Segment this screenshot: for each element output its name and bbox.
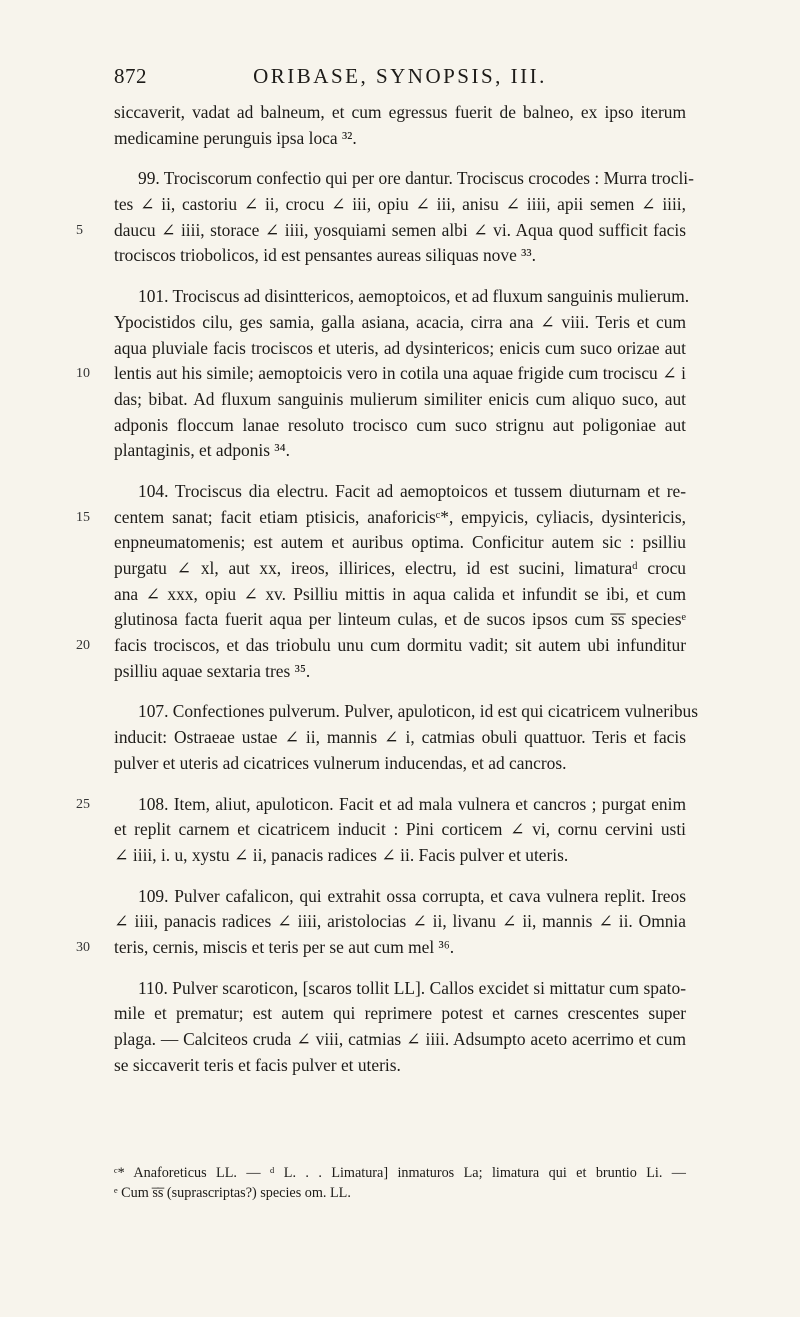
line-text: lentis aut his simile; aemoptoicis vero in cotila una aquae frigide cum trociscu ∠ i — [114, 363, 686, 384]
line-text: 104. Trociscus dia electru. Facit ad aemoptoicos et tussem diuturnam et re- — [138, 480, 686, 501]
line-text: 110. Pulver scaroticon, [scaros tollit LL]. Callos excidet si mittatur cum spato- — [138, 977, 686, 998]
line-text: et replit carnem et cicatricem inducit : Pini corticem ∠ vi, cornu cervini usti — [114, 819, 686, 840]
line-text: enpneumatomenis; est autem et auribus optima. Conficitur autem sic : psilliu — [114, 532, 686, 553]
paragraph — [114, 100, 686, 151]
text-line — [114, 387, 686, 413]
line-text: se siccaverit teris et facis pulver et uteris. — [114, 1054, 401, 1075]
text-line — [114, 817, 686, 843]
line-text: psilliu aquae sextaria tres ³⁵. — [114, 660, 311, 681]
paragraph — [76, 166, 694, 269]
line-number: 5 — [76, 222, 83, 238]
text-line — [114, 1027, 686, 1053]
line-text: aqua pluviale facis trociscos et uteris, ad dysintericos; enicis cum suco orizae aut — [114, 337, 686, 358]
paragraph — [114, 976, 686, 1079]
line-number: 20 — [76, 638, 90, 654]
line-text: 109. Pulver cafalicon, qui extrahit ossa corrupta, et cava vulnera replit. Ireos — [138, 885, 686, 906]
paragraph — [76, 884, 686, 961]
text-line — [114, 166, 694, 192]
line-text: tes ∠ ii, castoriu ∠ ii, crocu ∠ iii, opiu ∠ iii, anisu ∠ iiii, apii semen ∠ iiii, — [114, 194, 686, 215]
text-line — [114, 582, 686, 608]
text-line — [76, 218, 686, 244]
text-line — [114, 243, 686, 269]
text-line — [114, 1001, 686, 1027]
text-line — [76, 361, 686, 387]
line-text: plantaginis, et adponis ³⁴. — [114, 440, 290, 461]
text-line — [114, 413, 686, 439]
line-text: adponis floccum lanae resoluto trocisco cum suco strignu aut poligoniae aut — [114, 414, 686, 435]
line-text: 108. Item, aliut, apuloticon. Facit et ad mala vulnera et cancros ; purgat enim — [138, 793, 686, 814]
line-text: daucu ∠ iiii, storace ∠ iiii, yosquiami semen albi ∠ vi. Aqua quod sufficit facis — [114, 219, 686, 240]
line-text: Ypocistidos cilu, ges samia, galla asiana, acacia, cirra ana ∠ viii. Teris et cum — [114, 311, 686, 332]
text-line — [76, 633, 686, 659]
text-line — [76, 505, 686, 531]
text-line — [114, 556, 686, 582]
line-number: 10 — [76, 366, 90, 382]
paragraph-gap — [114, 869, 686, 884]
footnotes — [114, 1163, 686, 1203]
line-text: 101. Trociscus ad disinttericos, aemoptoicos, et ad fluxum sanguinis mulierum. — [138, 286, 690, 307]
line-text: 107. Confectiones pulverum. Pulver, apuloticon, id est qui cicatricem vulneribus — [138, 701, 699, 722]
line-text: 99. Trociscorum confectio qui per ore dantur. Trociscus crocodes : Murra trocli- — [138, 168, 694, 189]
paragraph — [114, 699, 699, 776]
line-text: medicamine perunguis ipsa loca ³². — [114, 127, 357, 148]
line-text: ana ∠ xxx, opiu ∠ xv. Psilliu mittis in aqua calida et infundit se ibi, et cum — [114, 583, 686, 604]
line-text: inducit: Ostraeae ustae ∠ ii, mannis ∠ i, catmias obuli quattuor. Teris et facis — [114, 727, 686, 748]
page-header — [114, 64, 686, 94]
paragraph-gap — [114, 961, 686, 976]
line-text: plaga. — Calciteos cruda ∠ viii, catmias ∠ iiii. Adsumpto aceto acerrimo et cum — [114, 1029, 686, 1049]
text-line — [114, 607, 686, 633]
footnote-line: ᶜ* Anaforeticus LL. — ᵈ L. . . Limatura] inmaturos La; limatura qui et bruntio Li. — — [114, 1165, 686, 1181]
text-line — [114, 192, 686, 218]
text-line — [114, 751, 686, 777]
line-text: glutinosa facta fuerit aqua per linteum culas, et de sucos ipsos cum s̅s̅ speciesᵉ — [114, 609, 686, 630]
text-line — [114, 100, 686, 126]
line-text: purgatu ∠ xl, aut xx, ireos, illirices, electru, id est sucini, limaturaᵈ crocu — [114, 558, 686, 578]
text-line — [114, 530, 686, 556]
text-line — [114, 336, 686, 362]
body-text — [76, 100, 699, 1078]
text-line — [114, 1053, 686, 1079]
line-text: pulver et uteris ad cicatrices vulnerum inducendas, et ad cancros. — [114, 752, 567, 773]
line-text: teris, cernis, miscis et teris per se aut cum mel ³⁶. — [114, 936, 455, 957]
paragraph-gap — [114, 777, 686, 792]
line-text: ∠ iiii, i. u, xystu ∠ ii, panacis radices ∠ ii. Facis pulver et uteris. — [114, 844, 569, 865]
line-text: siccaverit, vadat ad balneum, et cum egressus fuerit de balneo, ex ipso iterum — [114, 102, 686, 122]
line-number: 15 — [76, 509, 90, 525]
text-line — [114, 284, 690, 310]
line-text: centem sanat; facit etiam ptisicis, anaforicisᶜ*, empyicis, cyliacis, dysintericis, — [114, 506, 686, 527]
text-line — [76, 935, 686, 961]
text-line — [114, 310, 686, 336]
paragraph-gap — [114, 269, 686, 284]
line-text: trociscos triobolicos, id est pensantes aureas siliquas nove ³³. — [114, 245, 536, 266]
line-number: 30 — [76, 939, 90, 955]
line-text: facis trociscos, et das triobulu unu cum dormitu vadit; sit autem ubi infunditur — [114, 635, 686, 656]
paragraph — [76, 284, 690, 464]
line-text: das; bibat. Ad fluxum sanguinis mulierum similiter enicis cum aliquo suco, aut — [114, 388, 686, 409]
text-line — [114, 659, 686, 685]
text-line — [76, 792, 686, 818]
text-line — [114, 843, 686, 869]
footnote-line: ᵉ Cum s̅s̅ (suprascriptas?) species om. LL. — [114, 1185, 351, 1201]
line-text: ∠ iiii, panacis radices ∠ iiii, aristolocias ∠ ii, livanu ∠ ii, mannis ∠ ii. Omnia — [114, 911, 686, 932]
text-line — [114, 438, 686, 464]
text-line — [114, 976, 686, 1002]
paragraph-gap — [114, 684, 686, 699]
text-line — [114, 725, 686, 751]
page-number: 872 — [114, 64, 147, 88]
paragraph — [76, 479, 686, 685]
line-number: 25 — [76, 796, 90, 812]
line-text: mile et prematur; est autem qui reprimere potest et carnes crescentes super — [114, 1003, 686, 1024]
running-title: ORIBASE, SYNOPSIS, III. — [253, 64, 547, 88]
text-line — [114, 884, 686, 910]
text-line — [114, 126, 686, 152]
text-line — [114, 479, 686, 505]
text-line — [114, 699, 699, 725]
text-line — [114, 909, 686, 935]
paragraph-gap — [114, 464, 686, 479]
paragraph — [76, 792, 686, 869]
paragraph-gap — [114, 151, 686, 166]
